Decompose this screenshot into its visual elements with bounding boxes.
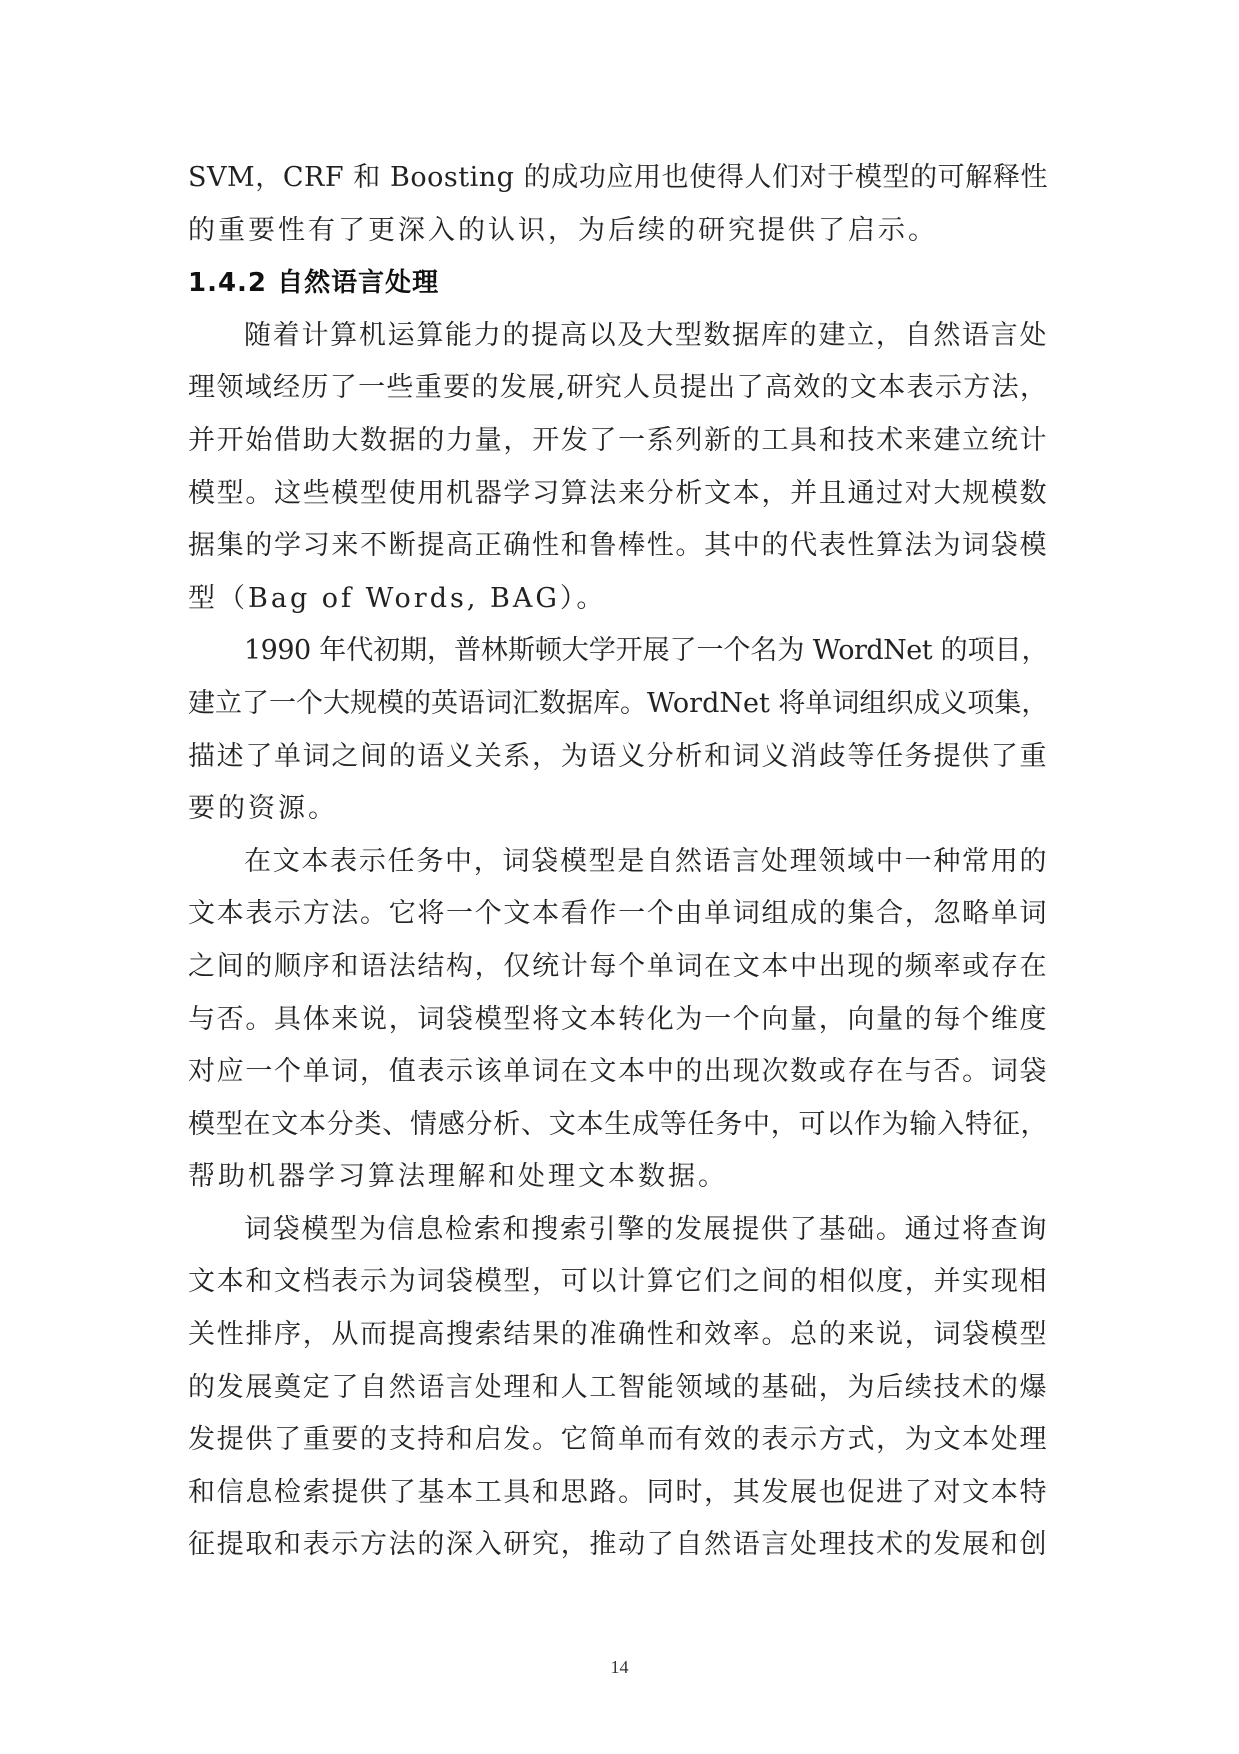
text-line: 要的资源。 xyxy=(188,793,338,825)
text-line: 发提供了重要的支持和启发。它简单而有效的表示方式，为文本处理 xyxy=(188,1424,1048,1456)
text-line: 关性排序，从而提高搜索结果的准确性和效率。总的来说，词袋模型 xyxy=(188,1319,1048,1351)
text-line: 模型。这些模型使用机器学习算法来分析文本，并且通过对大规模数 xyxy=(188,477,1048,509)
text-line: 理领域经历了一些重要的发展,研究人员提出了高效的文本表示方法， xyxy=(188,372,1048,404)
paragraph-svm-crf-boosting xyxy=(188,152,1048,257)
text-line: 的发展奠定了自然语言处理和人工智能领域的基础，为后续技术的爆 xyxy=(188,1371,1048,1403)
text-line: 随着计算机运算能力的提高以及大型数据库的建立，自然语言处 xyxy=(244,319,1048,351)
text-line: SVM，CRF 和 Boosting 的成功应用也使得人们对于模型的可解释性 xyxy=(188,162,1048,193)
text-line: 和信息检索提供了基本工具和思路。同时，其发展也促进了对文本特 xyxy=(188,1476,1048,1508)
paragraph-bag-of-words xyxy=(188,836,1048,1204)
text-line: 的重要性有了更深入的认识，为后续的研究提供了启示。 xyxy=(188,214,938,246)
text-line: 建立了一个大规模的英语词汇数据库。WordNet 将单词组织成义项集， xyxy=(188,687,1048,719)
page-number: 14 xyxy=(610,1657,629,1677)
text-line: 并开始借助大数据的力量，开发了一系列新的工具和技术来建立统计 xyxy=(188,424,1048,456)
text-line: 词袋模型为信息检索和搜索引擎的发展提供了基础。通过将查询 xyxy=(244,1213,1048,1245)
text-line: 据集的学习来不断提高正确性和鲁棒性。其中的代表性算法为词袋模 xyxy=(188,530,1048,562)
page-body xyxy=(188,152,1048,1572)
text-line: 之间的顺序和语法结构，仅统计每个单词在文本中出现的频率或存在 xyxy=(188,950,1048,982)
paragraph-nlp-development xyxy=(188,310,1048,626)
text-line: 在文本表示任务中，词袋模型是自然语言处理领域中一种常用的 xyxy=(244,845,1048,877)
text-line: 对应一个单词，值表示该单词在文本中的出现次数或存在与否。词袋 xyxy=(188,1056,1048,1088)
text-line: 文本表示方法。它将一个文本看作一个由单词组成的集合，忽略单词 xyxy=(188,898,1048,930)
text-line: 文本和文档表示为词袋模型，可以计算它们之间的相似度，并实现相 xyxy=(188,1266,1048,1298)
text-line: 1990 年代初期，普林斯顿大学开展了一个名为 WordNet 的项目， xyxy=(244,635,1048,667)
text-line: 型（Bag of Words, BAG）。 xyxy=(188,582,607,614)
paragraph-information-retrieval xyxy=(188,1204,1048,1572)
text-line: 描述了单词之间的语义关系，为语义分析和词义消歧等任务提供了重 xyxy=(188,740,1048,772)
text-line: 征提取和表示方法的深入研究，推动了自然语言处理技术的发展和创 xyxy=(188,1529,1048,1561)
text-line: 帮助机器学习算法理解和处理文本数据。 xyxy=(188,1161,728,1193)
text-line: 模型在文本分类、情感分析、文本生成等任务中，可以作为输入特征， xyxy=(188,1108,1048,1140)
section-heading: 1.4.2 自然语言处理 xyxy=(188,268,440,299)
text-line: 与否。具体来说，词袋模型将文本转化为一个向量，向量的每个维度 xyxy=(188,1003,1048,1035)
paragraph-wordnet xyxy=(188,625,1048,835)
